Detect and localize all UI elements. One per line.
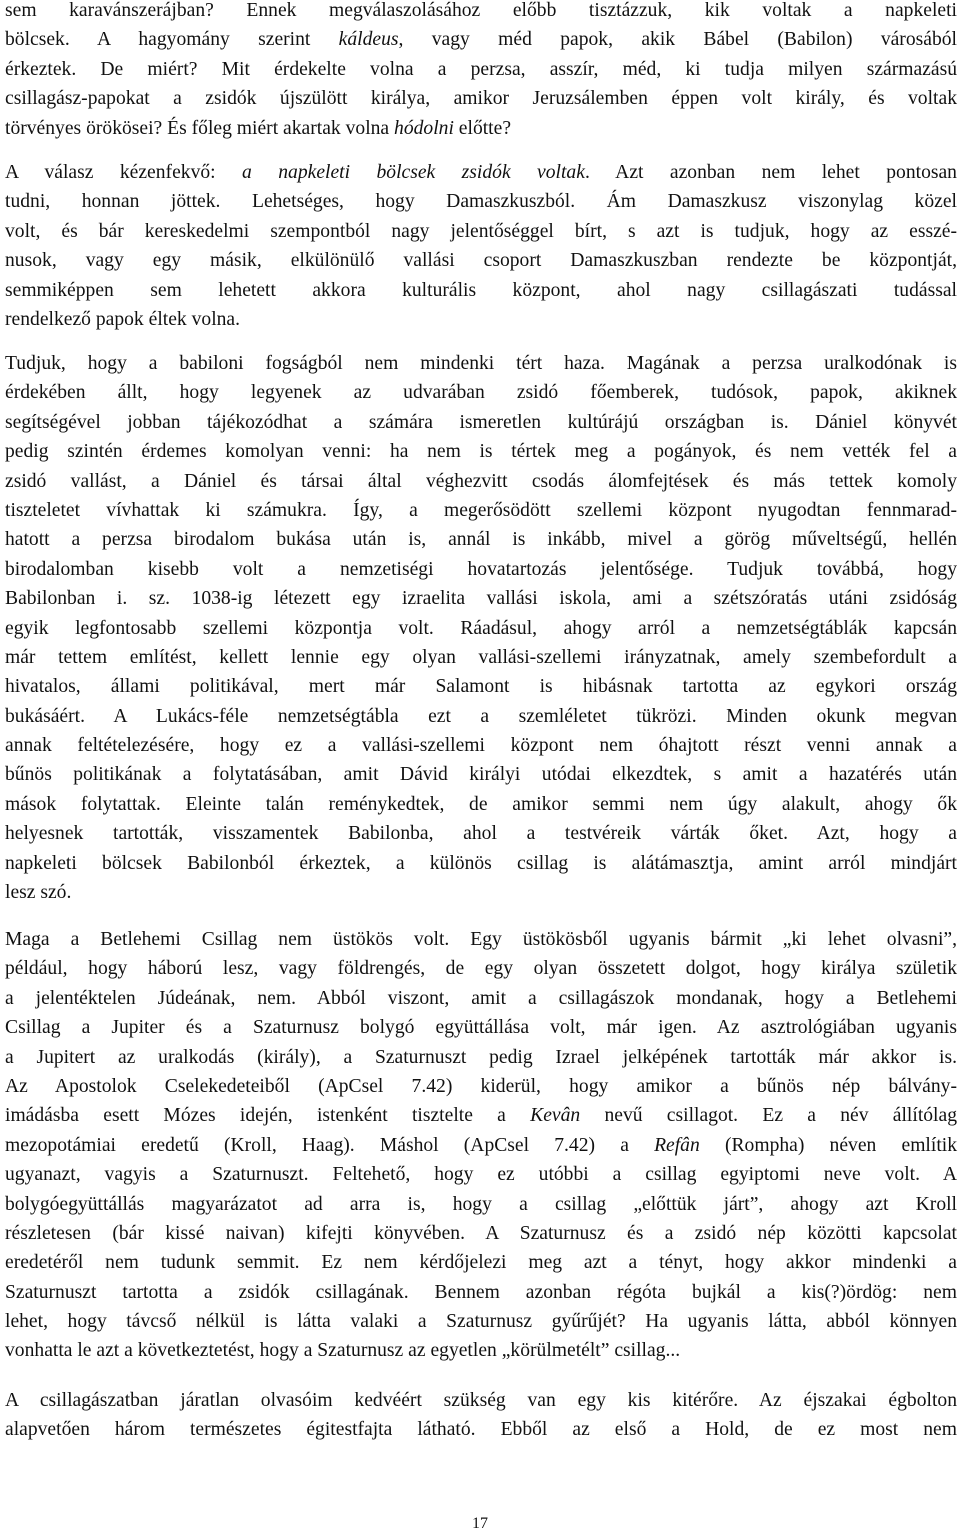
- text-line: Tudjuk, hogy a babiloni fogságból nem mindenki tért haza. Magának a perzsa uralkodónak is: [5, 353, 957, 374]
- text-line: Maga a Betlehemi Csillag nem üstökös volt. Egy üstökösből ugyanis bármit „ki lehet olvasni”,: [5, 929, 957, 950]
- paragraph: [5, 0, 957, 143]
- text-line: már tettem említést, kellett lennie egy olyan vallási-szellemi irányzatnak, amely szembefordult a: [5, 646, 957, 668]
- text-line: Szaturnuszt tartotta a zsidók csillagának. Bennem azonban régóta bujkál a kis(?)ördög: nem: [5, 1281, 957, 1303]
- text-line: hivatalos, állami politikával, mert már Salamont is hibásnak tartotta az egykori ország: [5, 676, 957, 698]
- text-line: rendelkező papok éltek volna.: [5, 308, 241, 330]
- text-line: részletesen (bár kissé naivan) kifejti könyvében. A Szaturnusz és a zsidó nép közötti kapcsolat: [5, 1222, 957, 1244]
- text-line: birodalomban kisebb volt a nemzetiségi hovatartozás jelentősége. Tudjuk továbbá, hogy: [5, 558, 957, 580]
- text-line: bolygóegyüttállás magyarázatot ad arra is, hogy a csillag „előttük járt”, ahogy azt Kroll: [5, 1193, 957, 1215]
- text-line: mások folytattak. Eleinte talán reménykedtek, de amikor semmi nem úgy alakult, ahogy ők: [5, 793, 957, 815]
- text-line: bűnös politikának a folytatásában, amit Dávid királyi utódai elkezdtek, s amit a hazatérés után: [5, 764, 957, 786]
- text-line: napkeleti bölcsek Babilonból érkeztek, a különös csillag is alátámasztja, amint arról mindjárt: [5, 852, 957, 874]
- text-line: alapvetően három természetes égitestfajta látható. Ebből az első a Hold, de ez most nem: [5, 1419, 957, 1441]
- text-line: csillagász-papokat a zsidók újszülött királya, amikor Jeruzsálemben éppen volt király, és voltak: [5, 88, 957, 110]
- text-line: imádásba esett Mózes idején, istenként tisztelte a Kevân nevű csillagot. Ez a név állítólag: [5, 1105, 957, 1127]
- text-line: Az Apostolok Cselekedeteiből (ApCsel 7.42) kiderül, hogy amikor a bűnös nép bálvány-: [5, 1075, 957, 1097]
- text-line: a jelentéktelen Júdeának, nem. Abból viszont, amit a csillagászok mondanak, hogy a Betlehemi: [5, 987, 957, 1009]
- text-line: a Jupitert az uralkodás (király), a Szaturnuszt pedig Izrael jelképének tartották már akkor is.: [5, 1046, 957, 1068]
- text-line: helyesnek tartották, visszamentek Babilonba, ahol a testvéreik várták őket. Azt, hogy a: [5, 823, 957, 845]
- text-line: segítségével jobban tájékozódhat a számára ismeretlen kultúrájú országban is. Dániel könyvét: [5, 411, 957, 433]
- text-line: volt, és bár kereskedelmi szempontból nagy jelentőséggel bírt, s azt is tudjuk, hogy az esszé-: [5, 220, 957, 242]
- text-line: egyik legfontosabb szellemi központja volt. Ráadásul, ahogy arról a nemzetségtáblák kapcsán: [5, 617, 957, 639]
- text-line: lesz szó.: [5, 882, 72, 904]
- text-line: semmiképpen sem lehetett akkora kulturális központ, ahol nagy csillagászati tudással: [5, 279, 957, 301]
- text-line: nusok, vagy egy másik, elkülönülő vallási csoport Damaszkuszban rendezte be központját,: [5, 250, 957, 272]
- text-line: A válasz kézenfekvő: a napkeleti bölcsek zsidók voltak. Azt azonban nem lehet pontosan: [5, 162, 957, 183]
- paragraph: [5, 158, 957, 334]
- text-line: hatott a perzsa birodalom bukása után is, annál is inkább, mivel a görög műveltségű, hellén: [5, 529, 957, 551]
- paragraph: [5, 1386, 957, 1445]
- text-line: tiszteletet vívhattak ki számukra. Így, a megerősödött szellemi központ nyugodtan fennmarad-: [5, 499, 957, 521]
- text-line: mezopotámiai eredetű (Kroll, Haag). Máshol (ApCsel 7.42) a Refân (Rompha) néven említik: [5, 1134, 958, 1156]
- text-line: tudni, honnan jöttek. Lehetséges, hogy Damaszkuszból. Ám Damaszkusz viszonylag közel: [5, 191, 957, 213]
- text-line: érdekében állt, hogy legyenek az udvarában zsidó főemberek, tudósok, papok, akiknek: [5, 382, 957, 404]
- text-line: A csillagászatban járatlan olvasóim kedvéért szükség van egy kis kitérőre. Az éjszakai égbolton: [5, 1390, 957, 1411]
- text-line: annak feltételezésére, hogy ez a vallási-szellemi központ nem óhajtott részt venni annak a: [5, 735, 957, 757]
- text-line: pedig szintén érdemes komolyan venni: ha nem is tértek meg a pogányok, és nem vették fel a: [5, 441, 957, 463]
- text-line: sem karavánszerájban? Ennek megválaszolásához előbb tisztázzuk, kik voltak a napkeleti: [5, 0, 957, 21]
- paragraph: [5, 925, 957, 1366]
- text-line: lehet, hogy távcső nélkül is látta valaki a Szaturnusz gyűrűjét? Ha ugyanis látta, abból könnyen: [5, 1311, 957, 1333]
- text-line: Babilonban i. sz. 1038-ig létezett egy izraelita vallási iskola, ami a szétszóratás utáni zsidóság: [5, 588, 957, 610]
- text-line: érkeztek. De miért? Mit érdekelte volna a perzsa, asszír, méd, ki tudja milyen származású: [5, 58, 957, 80]
- text-line: eredetéről nem tudunk semmit. Ez nem kérdőjelezi meg azt a tényt, hogy akkor mindenki a: [5, 1252, 957, 1274]
- text-line: bukásáért. A Lukács-féle nemzetségtábla ezt a szemléletet tükrözi. Minden okunk megvan: [5, 705, 957, 727]
- paragraph: [5, 349, 957, 907]
- text-line: zsidó vallást, a Dániel és társai által véghezvitt csodás álomfejtések és más tettek komoly: [5, 470, 957, 492]
- text-line: vonhatta le azt a következtetést, hogy a Szaturnusz az egyetlen „körülmetélt” csillag...: [5, 1340, 681, 1362]
- text-line: Csillag a Jupiter és a Szaturnusz bolygó együttállása volt, már igen. Az asztrológiában ugyanis: [5, 1017, 957, 1039]
- page-number: 17: [472, 1515, 488, 1532]
- text-line: törvényes örökösei? És főleg miért akartak volna hódolni előtte?: [5, 117, 512, 139]
- text-line: például, hogy háború lesz, vagy földrengés, de egy olyan összetett dolgot, hogy királya születik: [5, 958, 957, 980]
- text-line: bölcsek. A hagyomány szerint káldeus, vagy méd papok, akik Bábel (Babilon) városából: [5, 29, 957, 51]
- text-line: ugyanazt, vagyis a Szaturnuszt. Feltehető, hogy ez utóbbi a csillag egyiptomi neve volt. A: [5, 1164, 957, 1186]
